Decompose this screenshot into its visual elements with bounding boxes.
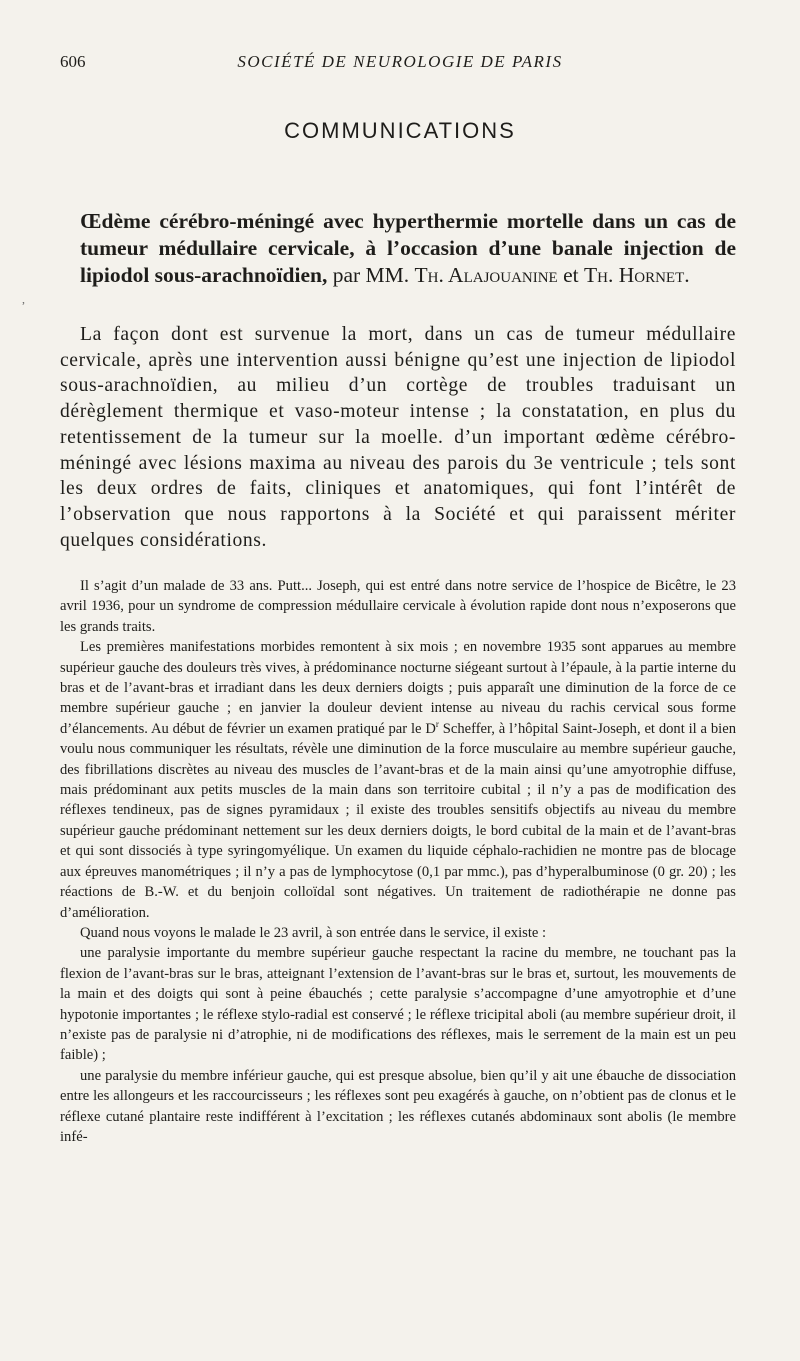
case-paragraph-admission: Quand nous voyons le malade le 23 avril, à son entrée dans le service, il existe : bbox=[80, 924, 547, 941]
article-title-text: Œdème cérébro-méningé avec hyperthermie mortelle dans un cas de tumeur médullaire cervicale, à l’occasion d’une banale injection de lipiodol sous-arachnoïdien, bbox=[80, 209, 736, 287]
article-title bbox=[80, 208, 736, 289]
article-title-and: et bbox=[557, 263, 585, 287]
author-1: Th. Alajouanine bbox=[414, 263, 558, 287]
case-paragraph-upper-limb: une paralysie importante du membre supérieur gauche respectant la racine du membre, ne touchant pas la flexion de l’avant-bras sur le bras, atteignant l’extension de l’avant-bras sur le bras et, surtout, les mouvements de la main et des doigts qui sont à peine ébauchés ; cette paralysie s’accompagne d’une amyotrophie et d’une hypotonie importantes ; le réflexe stylo-radial est conservé ; le réflexe tricipital aboli (au membre supérieur droit, il n’existe pas de paralysie ni d’atrophie, ni de modifications des réflexes, mais le serrement de la main est un peu faible) ; bbox=[60, 945, 736, 1064]
case-paragraph-intro: Il s’agit d’un malade de 33 ans. Putt... Joseph, qui est entré dans notre service de l’hospice de Bicêtre, le 23 avril 1936, pour un syndrome de compression médullaire cervicale à évolution rapide dont nous n’exposerons que les grands traits. bbox=[60, 578, 736, 635]
doctor-superscript: r bbox=[435, 718, 439, 729]
margin-mark: , bbox=[22, 292, 25, 306]
history-text-a: Les premières manifestations morbides remontent à six mois ; en novembre 1935 sont apparues au membre supérieur gauche des douleurs très vives, à prédominance nocturne siégeant surtout à l’épaule, à la partie interne du bras et de l’avant-bras et irradiant dans les deux derniers doigts ; puis apparaît une diminution de la force de ce membre supérieur gauche ; en janvier la douleur devient intense au niveau du rachis cervical sous forme d’élancements. Au début de février un examen pratiqué par le D bbox=[60, 639, 736, 737]
journal-title: SOCIÉTÉ DE NEUROLOGIE DE PARIS bbox=[237, 52, 563, 71]
article-title-by: par MM. bbox=[327, 263, 415, 287]
page-number: 606 bbox=[60, 52, 86, 71]
running-head bbox=[60, 52, 740, 76]
history-text-b: Scheffer, à l’hôpital Saint-Joseph, et dont il a bien voulu nous communiquer les résultats, révèle une diminution de la force musculaire au membre supérieur gauche, des fibrillations discrètes au niveau des muscles de l’avant-bras et de la main ainsi qu’une amyotrophie diffuse, mais prédominant aux petits muscles de la main dans son territoire cubital ; il n’y a pas de modification des réflexes tendineux, pas de signes pyramidaux ; il existe des troubles sensitifs objectifs au niveau du membre supérieur gauche prédominant nettement sur les deux derniers doigts, le bord cubital de la main et de l’avant-bras et qui sont dissociés à type syringomyélique. Un examen du liquide céphalo-rachidien ne montre pas de blocage aux épreuves manométriques ; il n’y a pas de lymphocytose (0,1 par mmc.), pas d’hyperalbuminose (0 gr. 20) ; les réactions de B.-W. et du benjoin colloïdal sont négatives. Un traitement de radiothérapie ne donne pas d’amélioration. bbox=[60, 720, 736, 921]
case-report bbox=[60, 576, 736, 1147]
section-title: COMMUNICATIONS bbox=[284, 118, 516, 143]
lead-paragraph: La façon dont est survenue la mort, dans un cas de tumeur médullaire cervicale, après une intervention aussi bénigne qu’est une injection de lipiodol sous-arachnoïdien, au milieu d’un cortège de troubles traduisant un dérèglement thermique et vaso-moteur intense ; la constatation, en plus du retentissement de la tumeur sur la moelle. d’un important œdème cérébro-méningé avec lésions maxima au niveau des parois du 3e ventricule ; tels sont les deux ordres de faits, cliniques et anatomiques, qui font l’intérêt de l’observation que nous rapportons à la Société et qui paraissent mériter quelques considérations. bbox=[60, 324, 736, 551]
article-title-end: . bbox=[684, 263, 690, 287]
author-2: Th. Hornet bbox=[584, 263, 685, 287]
case-paragraph-lower-limb: une paralysie du membre inférieur gauche, qui est presque absolue, bien qu’il y ait une ébauche de dissociation entre les allongeurs et les raccourcisseurs ; les réflexes sont peu exagérés à gauche, on n’obtient pas de clonus et le réflexe cutané plantaire reste indifférent à l’excitation ; les réflexes cutanés abdominaux sont abolis (le membre infé- bbox=[60, 1067, 736, 1145]
case-paragraph-history bbox=[60, 637, 736, 923]
